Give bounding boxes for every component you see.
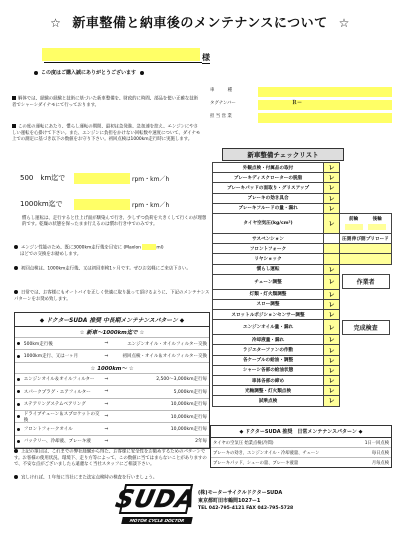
- paragraph-4: [14, 244, 210, 258]
- checklist-extra-cell: [339, 213, 391, 233]
- checklist-item-label: 光軸調整・灯火類点検: [213, 386, 324, 396]
- arrow-icon: ⇒: [104, 414, 109, 420]
- speed-value-field[interactable]: [74, 173, 130, 184]
- checklist-extra-cell[interactable]: [339, 244, 391, 254]
- checklist-row: [213, 320, 392, 335]
- checklist-extra-cell: [339, 365, 391, 375]
- checklist-row: [213, 365, 392, 375]
- customer-name-suffix: 様: [202, 53, 210, 62]
- daily-title: [211, 426, 391, 438]
- info-value-staff[interactable]: [258, 113, 392, 123]
- checklist-extra-cell: [339, 335, 391, 345]
- bullet-icon: [17, 355, 20, 358]
- pattern-action: エンジンオイル・オイルフィルター交換: [127, 341, 207, 347]
- daily-maintenance: [210, 425, 392, 468]
- checklist-row: [213, 163, 392, 173]
- tire-pressure-field[interactable]: [345, 224, 363, 230]
- checklist-extra-cell: [339, 264, 391, 274]
- speed-row-500: [20, 172, 210, 184]
- checklist-row: [213, 345, 392, 355]
- paragraph-5-text: 初回点検は、1000km走行後、又は初回車検1ヶ月です。ぜひお気軽にご来店下さい。: [21, 266, 191, 272]
- paragraph-4-text: エンジン性能のため、既に3000km走行後を目安に: [21, 245, 123, 251]
- daily-item: ブレーキパッド、シューの量、ブレーキ液量: [213, 460, 299, 466]
- pattern-item: バッテリー、冷却液、ブレーキ液: [23, 439, 91, 445]
- tire-pressure-field[interactable]: [368, 224, 386, 230]
- paragraph-1: [12, 96, 202, 109]
- info-row-model: [210, 86, 392, 97]
- checklist-item-label: エンジンオイル量・漏れ: [213, 320, 324, 335]
- speed-distance: 500 km迄で: [20, 174, 66, 182]
- checklist-extra-cell[interactable]: [339, 254, 391, 264]
- thanks-text: この度はご購入誠にありがとうございます: [41, 70, 137, 76]
- company-tel: TEL 042-795-4121 FAX 042-795-5728: [198, 506, 294, 511]
- logo-mark: [113, 484, 199, 514]
- pattern-row: [15, 436, 209, 448]
- checklist-row: [213, 386, 392, 396]
- suda-logo: [113, 484, 199, 528]
- checklist-header: 新車整備チェックリスト: [222, 148, 344, 161]
- checklist-checkbox[interactable]: レ: [324, 386, 340, 396]
- oil-amount-field[interactable]: [142, 244, 156, 250]
- checklist-extra-cell: [339, 193, 391, 203]
- pattern-item: フロントフォークオイル: [23, 427, 73, 433]
- checklist-checkbox[interactable]: レ: [324, 365, 340, 375]
- info-label: 担 当 営 業: [210, 114, 232, 120]
- paragraph-7-text: 上記の項目は、これまでの弊社経験から得た、お客様に安全性をお勧めするためのパターンです。お客様の使用状況、環境下、走り方等によって、この数値に当てはまらないことがありますので、不安な点がございましたら遠慮なく当社スタッフにご相談下さい。: [14, 449, 207, 467]
- paragraph-6: [14, 290, 210, 303]
- checklist-checkbox[interactable]: レ: [324, 299, 340, 309]
- pattern-item: エンジンオイル＆オイルフィルター: [23, 377, 95, 383]
- checklist-extra-cell: [339, 396, 391, 406]
- page-title: [0, 12, 400, 31]
- worker-label: 作業者: [342, 274, 390, 289]
- logo-subtext: MOTOR CYCLE DOCTOR: [121, 517, 192, 524]
- daily-frequency: 毎日点検: [371, 450, 389, 456]
- info-label: 車 種: [210, 88, 232, 94]
- daily-frequency: 月毎点検: [371, 460, 389, 466]
- pattern-item: スパークプラグ・エアフィルター: [23, 389, 91, 395]
- info-value-model[interactable]: [258, 87, 392, 97]
- paragraph-6-text: 日常では、お客様にもオートバイを正しく快適に取り扱って頂けるように、下記のメンテナンスパターンをお奨め致します。: [14, 290, 210, 302]
- suspension-col-label: 伸び側: [351, 236, 366, 242]
- paragraph-1-text: 解体では、経験の経験と技術に基づいた新車整備を、財政的に時間、部品を使い正確な技術者でシャーシダイナモにて行っております。: [12, 96, 199, 108]
- checklist-item-label: サスペンション: [213, 233, 324, 243]
- star-icon: ☆: [79, 330, 85, 336]
- checklist-row: [213, 193, 392, 203]
- checklist-item-label: 試乗点検: [213, 396, 324, 406]
- tire-pressure-headers: [342, 216, 389, 222]
- star-icon: ☆: [50, 16, 62, 30]
- pattern-item: 1000km走行、又は一ヶ月: [23, 354, 79, 360]
- daily-row: [211, 458, 391, 467]
- checklist-item-label: シャーシ各部の給油状態: [213, 365, 324, 375]
- checklist-item-label: ブレーキディスクローターの脱脂: [213, 173, 324, 183]
- checklist-row: [213, 264, 392, 274]
- bullet-icon: [14, 449, 18, 453]
- checklist-checkbox[interactable]: [324, 254, 340, 264]
- tire-rear-label: 後輪: [372, 217, 382, 223]
- checklist-row: [213, 355, 392, 365]
- checklist-row: [213, 233, 392, 243]
- checklist-extra-cell: [339, 320, 391, 335]
- info-row-staff: [210, 112, 392, 123]
- pattern-row: [15, 411, 209, 423]
- checklist-extra-cell: [339, 274, 391, 289]
- checklist-item-label: 冷却液量・漏れ: [213, 335, 324, 345]
- checklist-checkbox[interactable]: レ: [324, 355, 340, 365]
- checklist-row: [213, 289, 392, 299]
- checklist-item-label: タイヤ空気圧(kg/cm²): [213, 213, 324, 233]
- daily-frequency: 1日一回点検: [364, 440, 389, 446]
- pattern-item: 500km走行後: [23, 341, 53, 347]
- bullet-icon: [17, 440, 20, 443]
- suspension-headers: [342, 236, 389, 242]
- break-in-speeds: [20, 172, 210, 210]
- checklist-item-label: ブレーキの効き具合: [213, 193, 324, 203]
- checklist-row: [213, 173, 392, 183]
- checklist-item-label: ラジエターファンの作動: [213, 345, 324, 355]
- paragraph-8: [14, 475, 208, 482]
- maintenance-pattern: [14, 312, 210, 449]
- checklist-checkbox[interactable]: レ: [324, 173, 340, 183]
- arrow-icon: ⇒: [104, 353, 109, 359]
- checklist-item-label: ブレーキパッドの面取り・グリスアップ: [213, 183, 324, 193]
- checklist-extra-cell: [339, 289, 391, 299]
- checklist-checkbox[interactable]: レ: [324, 376, 340, 386]
- paragraph-8-text: 宜しければ、１年毎に当社にまた法定点検時の検査を行いましょう。: [21, 475, 158, 481]
- pattern-sub2: [15, 363, 209, 374]
- checklist-extra-cell: [339, 299, 391, 309]
- pattern-row: [15, 350, 209, 362]
- pattern-action: 2年毎: [195, 439, 207, 445]
- arrow-icon: ⇒: [104, 426, 109, 432]
- pattern-item: ステアリングステムベアリング: [23, 402, 86, 408]
- checklist-item-label: 灯類・灯火類調整: [213, 289, 324, 299]
- checklist-extra-cell: [339, 345, 391, 355]
- oil-brand: (Maxlon: [123, 245, 141, 251]
- bullet-icon: [34, 71, 38, 75]
- checklist-extra-cell: [339, 310, 391, 320]
- speed-distance: 1000km迄で: [20, 200, 63, 208]
- speed-row-1000: [20, 198, 210, 210]
- star-icon: ☆: [139, 330, 145, 336]
- pattern-item: ドライブチェーン＆スプロケットの交換: [23, 411, 100, 423]
- company-info: [198, 489, 318, 513]
- suspension-col-label: プリロード: [365, 236, 389, 242]
- checklist-row: [213, 376, 392, 386]
- arrow-icon: ⇒: [104, 389, 109, 395]
- checklist-checkbox[interactable]: レ: [324, 264, 340, 274]
- checklist-extra-cell: [339, 233, 391, 243]
- daily-row: [211, 438, 391, 448]
- star-icon: ☆: [338, 16, 350, 30]
- bullet-icon: [14, 245, 18, 249]
- bullet-icon: [14, 266, 18, 270]
- checklist-extra-cell: [339, 355, 391, 365]
- checklist-checkbox[interactable]: レ: [324, 183, 340, 193]
- checklist-row: [213, 183, 392, 193]
- info-row-tag: [210, 99, 392, 110]
- complete-inspection-label: 完成検査: [342, 320, 390, 335]
- checklist-extra-cell: [339, 203, 391, 213]
- checklist-row: [213, 274, 392, 289]
- checklist-item-label: 車体各部の締め: [213, 376, 324, 386]
- checklist-extra-cell: [339, 386, 391, 396]
- checklist-extra-cell: [339, 183, 391, 193]
- pattern-sub2-text: 1000km～: [97, 365, 127, 372]
- checklist-checkbox[interactable]: レ: [324, 203, 340, 213]
- bullet-icon: [14, 290, 18, 294]
- bullet-icon: [17, 342, 20, 345]
- checklist-checkbox[interactable]: レ: [324, 310, 340, 320]
- suspension-col-label: 圧側: [342, 236, 352, 242]
- square-bullet-icon: [12, 124, 16, 128]
- speed-unit: rpm・km／h: [132, 201, 170, 209]
- daily-title-text: ドクターSUDA 推奨 日常メンテナンスパターン: [245, 429, 357, 435]
- bullet-icon: [17, 403, 20, 406]
- checklist-checkbox[interactable]: レ: [324, 163, 340, 173]
- daily-item: タイヤの空気圧 始業点検(冷間): [213, 440, 274, 446]
- checklist-extra-cell: [339, 173, 391, 183]
- daily-row: [211, 448, 391, 458]
- bullet-icon: [140, 71, 144, 75]
- checklist-row: [213, 203, 392, 213]
- checklist-item-label: リヤショック: [213, 254, 324, 264]
- checklist-item-label: スロー調整: [213, 299, 324, 309]
- pattern-action: 初回点検・オイル＆オイルフィルター交換: [122, 354, 207, 360]
- checklist-checkbox[interactable]: レ: [324, 345, 340, 355]
- company-name: (株)モーターサイクルドクターSUDA: [198, 490, 283, 496]
- paragraph-3: 慣らし運転は、走行すると仕上げ面が馴染んで行き、少しずつ負荷を大きくして行くのが理想的です。乾燥の状態を保ったまま行えるのは慣れ行き中でのみです。: [22, 216, 207, 228]
- checklist-checkbox[interactable]: レ: [324, 289, 340, 299]
- pattern-action: 10,000km走行毎: [170, 414, 207, 420]
- info-label: タグナンバー: [210, 101, 236, 107]
- bullet-icon: [17, 415, 20, 418]
- checklist-row: [213, 254, 392, 264]
- pattern-action: 10,000km走行毎: [170, 402, 207, 408]
- checklist-row: [213, 335, 392, 345]
- oil-unit: ml): [156, 245, 164, 251]
- arrow-icon: ⇒: [104, 341, 109, 347]
- checklist-extra-cell: [339, 163, 391, 173]
- bullet-icon: [17, 378, 20, 381]
- checklist-row: [213, 310, 392, 320]
- checklist-table: [212, 162, 392, 407]
- logo-text: SUDA: [113, 485, 199, 513]
- pattern-sub1: [15, 327, 209, 338]
- checklist-item-label: スロットルポジションセンサー調整: [213, 310, 324, 320]
- pattern-action: 5,000km走行毎: [173, 389, 207, 395]
- checklist-item-label: ブレーキフルードの量・漏れ: [213, 203, 324, 213]
- square-bullet-icon: [12, 96, 16, 100]
- bullet-icon: [17, 428, 20, 431]
- checklist-item-label: 慣らし運転: [213, 264, 324, 274]
- bullet-icon: [14, 475, 18, 479]
- tire-pressure-fields: [342, 224, 389, 230]
- title-text: 新車整備と納車後のメンテナンスについて: [72, 16, 328, 31]
- star-icon: ☆: [90, 365, 96, 372]
- checklist-row: [213, 244, 392, 254]
- pattern-title-text: ドクターSUDA 推奨 中長期メンテナンスパターン: [46, 318, 178, 324]
- pattern-sub1-text: 新車～1000km迄で: [86, 330, 138, 336]
- checklist-row: [213, 213, 392, 233]
- pattern-row: [15, 386, 209, 398]
- pattern-row: [15, 374, 209, 386]
- checklist-row: [213, 396, 392, 406]
- pattern-row: [15, 399, 209, 411]
- checklist-checkbox[interactable]: レ: [324, 274, 340, 289]
- pattern-title: [15, 313, 209, 327]
- company-address: 東京都町田市鶴間1027ー1: [198, 498, 261, 504]
- checklist-checkbox[interactable]: レ: [324, 193, 340, 203]
- star-icon: ☆: [128, 365, 134, 372]
- checklist-item-label: 各ケーブルの給油・調整: [213, 355, 324, 365]
- diamond-icon: ◆: [358, 429, 363, 435]
- checklist: [212, 148, 392, 407]
- paragraph-4-tail: ほどでの交換をお勧めします。: [20, 251, 82, 257]
- speed-unit: rpm・km／h: [132, 175, 170, 183]
- pattern-action: 10,000km走行毎: [170, 427, 207, 433]
- checklist-extra-cell: [339, 376, 391, 386]
- name-underline: [44, 62, 202, 63]
- checklist-item-label: チェーン調整: [213, 274, 324, 289]
- pattern-row: [15, 423, 209, 435]
- paragraph-2: [12, 124, 202, 143]
- checklist-item-label: フロントフォーク: [213, 244, 324, 254]
- checklist-checkbox[interactable]: レ: [324, 320, 340, 335]
- vehicle-info: [210, 86, 392, 123]
- checklist-checkbox[interactable]: [324, 233, 340, 243]
- daily-item: ブレーキの効き、エンジンオイル・冷却液量、チェーン: [213, 450, 320, 456]
- thanks-line: [34, 70, 147, 77]
- pattern-row: [15, 338, 209, 350]
- paragraph-5: [14, 266, 210, 273]
- tire-front-label: 前輪: [349, 217, 359, 223]
- arrow-icon: ⇒: [104, 438, 109, 444]
- checklist-item-label: 外観点検・付属品の取付: [213, 163, 324, 173]
- pattern-action: 2,500～3,000km走行毎: [156, 377, 207, 383]
- checklist-checkbox[interactable]: [324, 244, 340, 254]
- diamond-icon: ◆: [179, 318, 185, 324]
- paragraph-2-text: この度の運転にあたり、慣らし運転の期間、最初は急発進、急加速を控え、エンジンにやさしい運転を心掛けて下さい。また、エンジンに負担をかけない回転数や速度について、ダイナモ上での測定に基づき以下の数値をお守り下さい。初回点検は1000km走行時に実施します。: [12, 124, 201, 142]
- checklist-checkbox[interactable]: レ: [324, 335, 340, 345]
- arrow-icon: ⇒: [104, 376, 109, 382]
- checklist-checkbox[interactable]: レ: [324, 396, 340, 406]
- info-value-tag[interactable]: Ｒ－: [258, 100, 392, 110]
- checklist-row: [213, 299, 392, 309]
- bullet-icon: [17, 390, 20, 393]
- checklist-checkbox[interactable]: レ: [324, 213, 340, 233]
- customer-name-field[interactable]: [42, 48, 200, 61]
- speed-value-field[interactable]: [74, 199, 130, 210]
- arrow-icon: ⇒: [104, 401, 109, 407]
- diamond-icon: ◆: [39, 318, 45, 324]
- diamond-icon: ◆: [239, 429, 244, 435]
- paragraph-7: [14, 449, 208, 468]
